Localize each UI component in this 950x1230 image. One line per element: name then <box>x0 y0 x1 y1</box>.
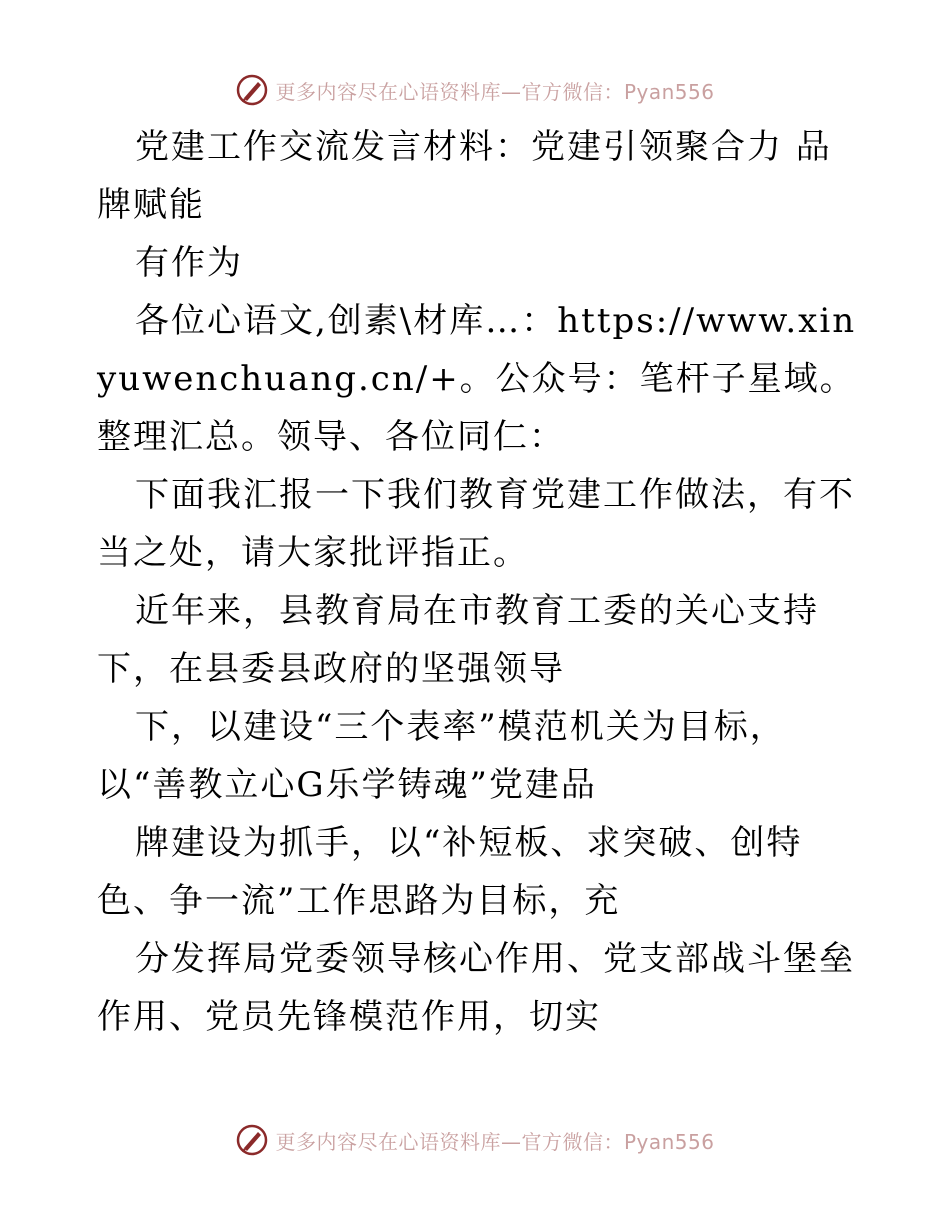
header-watermark-banner <box>0 70 950 110</box>
paragraph-intro: 下面我汇报一下我们教育党建工作做法，有不当之处，请大家批评指正。 <box>97 475 855 573</box>
pen-logo-icon <box>235 1123 269 1157</box>
document-body <box>97 118 857 1046</box>
watermark-text: 更多内容尽在心语资料库—官方微信：Pyan556 <box>275 1129 715 1154</box>
paragraph-body-1: 近年来，县教育局在市教育工委的关心支持下，在县委县政府的坚强领导 <box>97 591 819 689</box>
watermark-text: 更多内容尽在心语资料库—官方微信：Pyan556 <box>275 79 715 104</box>
paragraph-title: 党建工作交流发言材料：党建引领聚合力 品牌赋能 <box>97 127 832 225</box>
paragraph-body-3: 牌建设为抓手，以“补短板、求突破、创特色、争一流”工作思路为目标，充 <box>97 823 803 921</box>
footer-watermark-banner <box>0 1120 950 1160</box>
pen-logo-icon <box>235 73 269 107</box>
paragraph-body-4: 分发挥局党委领导核心作用、党支部战斗堡垒作用、党员先锋模范作用，切实 <box>97 939 855 1037</box>
paragraph-body-2: 下，以建设“三个表率”模范机关为目标，以“善教立心G乐学铸魂”党建品 <box>97 707 786 805</box>
paragraph-salutation: 各位心语文,创素\材库…：https://www.xinyuwenchuang.cn/+。公众号：笔杆子星域。整理汇总。领导、各位同仁： <box>97 301 857 457</box>
paragraph-title-continued: 有作为 <box>135 243 243 283</box>
